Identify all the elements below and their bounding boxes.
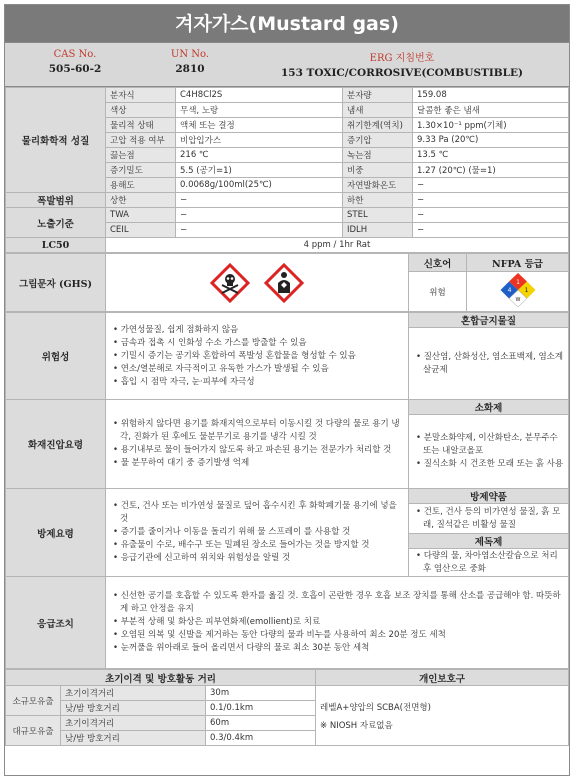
explosion-upper-label: 하한 <box>343 193 413 208</box>
small-prot-label: 낮/밤 방호거리 <box>61 701 206 716</box>
property-label: 취기한계(역치) <box>343 118 413 133</box>
list-item: • 위험하지 않다면 용기를 화재지역으로부터 이동시킬 것 다량의 물로 용기 냉각, 진화가 된 후에도 물분무기로 용기를 냉각 시킬 것 <box>110 418 404 444</box>
ghs-table <box>5 253 569 312</box>
list-item: • 부분적 상해 및 화상은 피부연화제(emollient)로 치료 <box>110 616 564 629</box>
property-label: 냄새 <box>343 103 413 118</box>
nfpa-diamond-icon <box>500 272 536 308</box>
nfpa-diamond <box>467 272 569 312</box>
nfpa-flammability: 1 <box>515 279 520 286</box>
property-value: 무색, 노랑 <box>176 103 343 118</box>
first-aid-label: 응급조치 <box>6 577 106 669</box>
list-item: • 증기를 줄이거나 이동을 돌리기 위해 물 스프레이 를 사용할 것 <box>110 526 404 539</box>
cas-block <box>5 43 145 86</box>
skull-crossbones-icon <box>210 263 250 303</box>
ppe-cell <box>316 686 569 746</box>
property-label: 끓는점 <box>106 148 176 163</box>
nfpa-reactivity: 1 <box>524 287 528 294</box>
cas-value: 505-60-2 <box>48 63 102 75</box>
signal-word-value: 위험 <box>409 272 467 312</box>
idlh-value: − <box>413 223 569 238</box>
ceil-value: − <box>176 223 343 238</box>
property-value: 9.33 Pa (20℃) <box>413 133 569 148</box>
list-item: • 금속과 접촉 시 인화성 수소 가스를 방출할 수 있음 <box>110 337 404 350</box>
small-iso-value: 30m <box>206 686 316 701</box>
page-title: 겨자가스(Mustard gas) <box>5 5 569 43</box>
list-item: • 기밀시 증기는 공기와 혼합하여 폭발성 혼합물을 형성할 수 있음 <box>110 350 404 363</box>
spill-agent-label: 방제약품 <box>409 489 569 504</box>
property-label: 색상 <box>106 103 176 118</box>
property-value: 216 ℃ <box>176 148 343 163</box>
property-label: 녹는점 <box>343 148 413 163</box>
first-aid-list <box>106 577 569 669</box>
list-item: • 연소/열분해로 자극적이고 유독한 가스가 발생될 수 있음 <box>110 363 404 376</box>
fire-agent-label: 소화제 <box>409 400 569 415</box>
lc50-label: LC50 <box>6 238 106 253</box>
list-item: • 가연성물질, 쉽게 점화하지 않음 <box>110 324 404 337</box>
property-value: 달콤한 좋은 냄새 <box>413 103 569 118</box>
property-value: 비압입가스 <box>176 133 343 148</box>
small-spill-label: 소규모유출 <box>6 686 61 716</box>
property-value: 159.08 <box>413 88 569 103</box>
incompat-label: 혼합금지물질 <box>409 313 569 328</box>
list-item: • 질산염, 산화성산, 염소표백제, 염소계 살균제 <box>413 351 564 377</box>
health-hazard-icon <box>264 263 304 303</box>
ppe-line-2: ※ NIOSH 자료없음 <box>320 720 393 731</box>
hazard-list <box>106 313 409 400</box>
cas-label: CAS No. <box>53 49 97 60</box>
list-item: • 물 분무하여 대기 중 증기발생 억제 <box>110 457 404 470</box>
identifier-bar <box>5 43 569 87</box>
small-iso-label: 초기이격거리 <box>61 686 206 701</box>
list-item: • 응급기관에 신고하여 위치와 위험성을 알릴 것 <box>110 552 404 565</box>
property-label: 물리적 상태 <box>106 118 176 133</box>
idlh-label: IDLH <box>343 223 413 238</box>
large-iso-label: 초기이격거리 <box>61 716 206 731</box>
list-item: • 분말소화약제, 이산화탄소, 분무주수 또는 내알코올포 <box>413 432 564 458</box>
list-item: • 건토, 건사 또는 비가연성 물질로 덮어 흡수시킨 후 화학폐기물 용기에 넣을 것 <box>110 500 404 526</box>
property-value: 5.5 (공기=1) <box>176 163 343 178</box>
large-prot-label: 낮/밤 방호거리 <box>61 731 206 746</box>
list-item: • 신선한 공기를 호흡할 수 있도록 환자를 옮길 것. 호흡이 곤란한 경우 호흡 보조 장치를 통해 산소를 공급해야 함. 따뜻하게 하고 안정을 유지 <box>110 590 564 616</box>
nfpa-special: W <box>515 297 520 303</box>
msds-sheet <box>4 4 570 776</box>
property-value: − <box>413 178 569 193</box>
twa-label: TWA <box>106 208 176 223</box>
decon-label: 제독제 <box>409 534 569 549</box>
fire-agent-list <box>409 415 569 489</box>
large-spill-label: 대규모유출 <box>6 716 61 746</box>
spill-agent-list <box>409 504 569 534</box>
list-item: • 오염된 의복 및 신발을 제거하는 동안 다량의 물과 비누를 사용하여 최소 20분 정도 세척 <box>110 629 564 642</box>
nfpa-health: 4 <box>507 287 511 294</box>
property-label: 비중 <box>343 163 413 178</box>
ppe-line-1: 레벨A+양압의 SCBA(전면형) <box>320 702 431 713</box>
large-iso-value: 60m <box>206 716 316 731</box>
twa-value: − <box>176 208 343 223</box>
spill-label: 방제요령 <box>6 489 106 577</box>
explosion-lower-label: 상한 <box>106 193 176 208</box>
stel-value: − <box>413 208 569 223</box>
property-value: 액체 또는 결정 <box>176 118 343 133</box>
explosion-label: 폭발범위 <box>6 193 106 208</box>
ghs-pictograms <box>106 254 409 312</box>
phys-section-label: 물리화학적 성질 <box>6 88 106 193</box>
property-value: 1.27 (20℃) (물=1) <box>413 163 569 178</box>
property-label: 분자량 <box>343 88 413 103</box>
stel-label: STEL <box>343 208 413 223</box>
large-prot-value: 0.3/0.4km <box>206 731 316 746</box>
ppe-label: 개인보호구 <box>316 670 569 686</box>
erg-label: ERG 지침번호 <box>369 53 435 64</box>
erg-block <box>235 43 569 86</box>
property-value: C4H8Cl2S <box>176 88 343 103</box>
distance-table <box>5 669 569 746</box>
erg-value: 153 TOXIC/CORROSIVE(COMBUSTIBLE) <box>280 67 523 79</box>
fire-list <box>106 400 409 489</box>
list-item: • 질식소화 시 건조한 모래 또는 흙 사용 <box>413 458 564 471</box>
hazard-table <box>5 312 569 669</box>
distance-label: 초기이격 및 방호활동 거리 <box>6 670 316 686</box>
list-item: • 흡입 시 점막 자극, 눈·피부에 자극성 <box>110 376 404 389</box>
property-label: 증기압 <box>343 133 413 148</box>
list-item: • 눈꺼풀을 위아래로 들어 올리면서 다량의 물로 최소 30분 동안 세척 <box>110 642 564 655</box>
un-label: UN No. <box>170 49 210 60</box>
explosion-upper-value: − <box>413 193 569 208</box>
list-item: • 유출물이 수로, 배수구 또는 밀폐된 장소로 들어가는 것을 방지할 것 <box>110 539 404 552</box>
property-table <box>5 87 569 253</box>
explosion-lower-value: − <box>176 193 343 208</box>
un-block <box>145 43 235 86</box>
lc50-value: 4 ppm / 1hr Rat <box>106 238 569 253</box>
property-label: 분자식 <box>106 88 176 103</box>
decon-list <box>409 549 569 577</box>
spill-list <box>106 489 409 577</box>
fire-label: 화재진압요령 <box>6 400 106 489</box>
list-item: • 건토, 건사 등의 비가연성 물질, 흙 모래, 질석같은 비활성 물질 <box>413 506 564 532</box>
exposure-label: 노출기준 <box>6 208 106 238</box>
property-label: 자연발화온도 <box>343 178 413 193</box>
property-value: 1.30×10⁻¹ ppm(기체) <box>413 118 569 133</box>
property-value: 0.0068g/100ml(25℃) <box>176 178 343 193</box>
signal-word-label: 신호어 <box>409 254 467 272</box>
list-item: • 용기내부로 물이 들어가지 않도록 하고 파손된 용기는 전문가가 처리할 것 <box>110 444 404 457</box>
property-label: 고압 적용 여부 <box>106 133 176 148</box>
property-value: 13.5 ℃ <box>413 148 569 163</box>
nfpa-label: NFPA 등급 <box>467 254 569 272</box>
hazard-label: 위험성 <box>6 313 106 400</box>
small-prot-value: 0.1/0.1km <box>206 701 316 716</box>
ceil-label: CEIL <box>106 223 176 238</box>
property-label: 용해도 <box>106 178 176 193</box>
un-value: 2810 <box>175 63 205 75</box>
ghs-label: 그림문자 (GHS) <box>6 254 106 312</box>
property-label: 증기밀도 <box>106 163 176 178</box>
incompat-list <box>409 328 569 400</box>
list-item: • 다량의 물, 차아염소산칼슘으로 처리 후 염산으로 중화 <box>413 550 564 576</box>
